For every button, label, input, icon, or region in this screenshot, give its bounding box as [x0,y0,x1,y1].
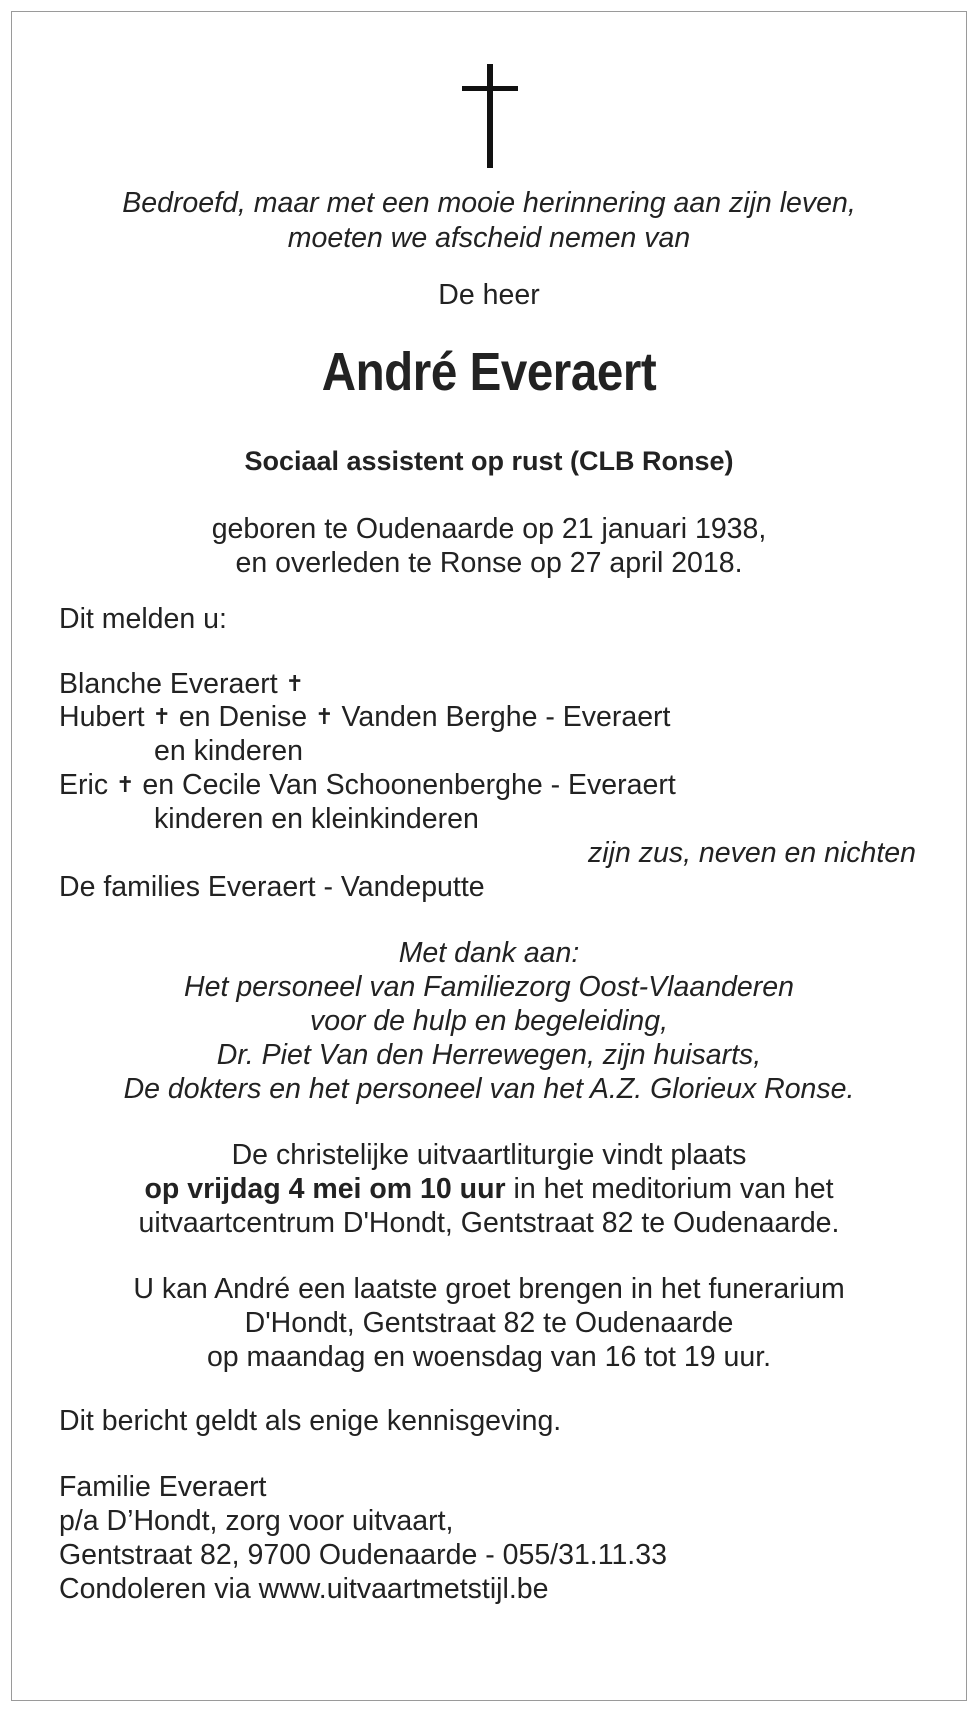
family-others: De families Everaert - Vandeputte [59,871,485,903]
death-line: en overleden te Ronse op 27 april 2018. [235,547,743,579]
funeral-line-1: De christelijke uitvaartliturgie vindt plaats [231,1139,747,1171]
visit-line: op maandag en woensdag van 16 tot 19 uur. [206,1341,772,1373]
contact-line: Gentstraat 82, 9700 Oudenaarde - 055/31.11.33 [59,1539,667,1571]
family-relation: zijn zus, neven en nichten [588,837,916,869]
profession: Sociaal assistent op rust (CLB Ronse) [244,446,734,476]
dagger-icon: ✝ [285,671,304,696]
dagger-icon: ✝ [152,704,171,729]
visit-line: U kan André een laatste groet brengen in het funerarium [133,1273,845,1305]
thanks-heading: Met dank aan: [398,937,580,969]
family-blanche: Blanche Everaert ✝ [59,668,304,700]
contact-website[interactable]: Condoleren via www.uitvaartmetstijl.be [59,1573,549,1605]
visit-line: D'Hondt, Gentstraat 82 te Oudenaarde [244,1307,734,1339]
birth-line: geboren te Oudenaarde op 21 januari 1938, [211,513,767,545]
thanks-line: voor de hulp en begeleiding, [309,1005,669,1037]
announce-line: Dit melden u: [59,603,227,635]
funeral-date: op vrijdag 4 mei om 10 uur [144,1173,506,1205]
notice-line: Dit bericht geldt als enige kennisgeving. [59,1405,562,1437]
dagger-icon: ✝ [315,704,334,729]
intro-line-2: moeten we afscheid nemen van [287,222,691,254]
dagger-icon: ✝ [116,772,135,797]
thanks-line: Dr. Piet Van den Herrewegen, zijn huisarts, [216,1039,762,1071]
contact-line: Familie Everaert [59,1471,267,1503]
family-hubert: Hubert ✝ en Denise ✝ Vanden Berghe - Everaert [59,701,671,733]
deceased-name: André Everaert [321,342,657,402]
funeral-line-3: uitvaartcentrum D'Hondt, Gentstraat 82 te Oudenaarde. [138,1207,840,1239]
funeral-line-2: op vrijdag 4 mei om 10 uur in het meditorium van het [144,1173,834,1205]
salutation: De heer [438,279,540,311]
obituary-card [11,11,967,1701]
thanks-line: De dokters en het personeel van het A.Z. Glorieux Ronse. [123,1073,855,1105]
family-eric: Eric ✝ en Cecile Van Schoonenberghe - Everaert [59,769,676,801]
cross-icon [462,64,518,168]
thanks-line: Het personeel van Familiezorg Oost-Vlaanderen [184,971,794,1003]
family-eric-children: kinderen en kleinkinderen [154,803,479,835]
intro-line-1: Bedroefd, maar met een mooie herinnering aan zijn leven, [122,187,856,219]
contact-line: p/a D’Hondt, zorg voor uitvaart, [59,1505,454,1537]
family-hubert-children: en kinderen [154,735,303,767]
